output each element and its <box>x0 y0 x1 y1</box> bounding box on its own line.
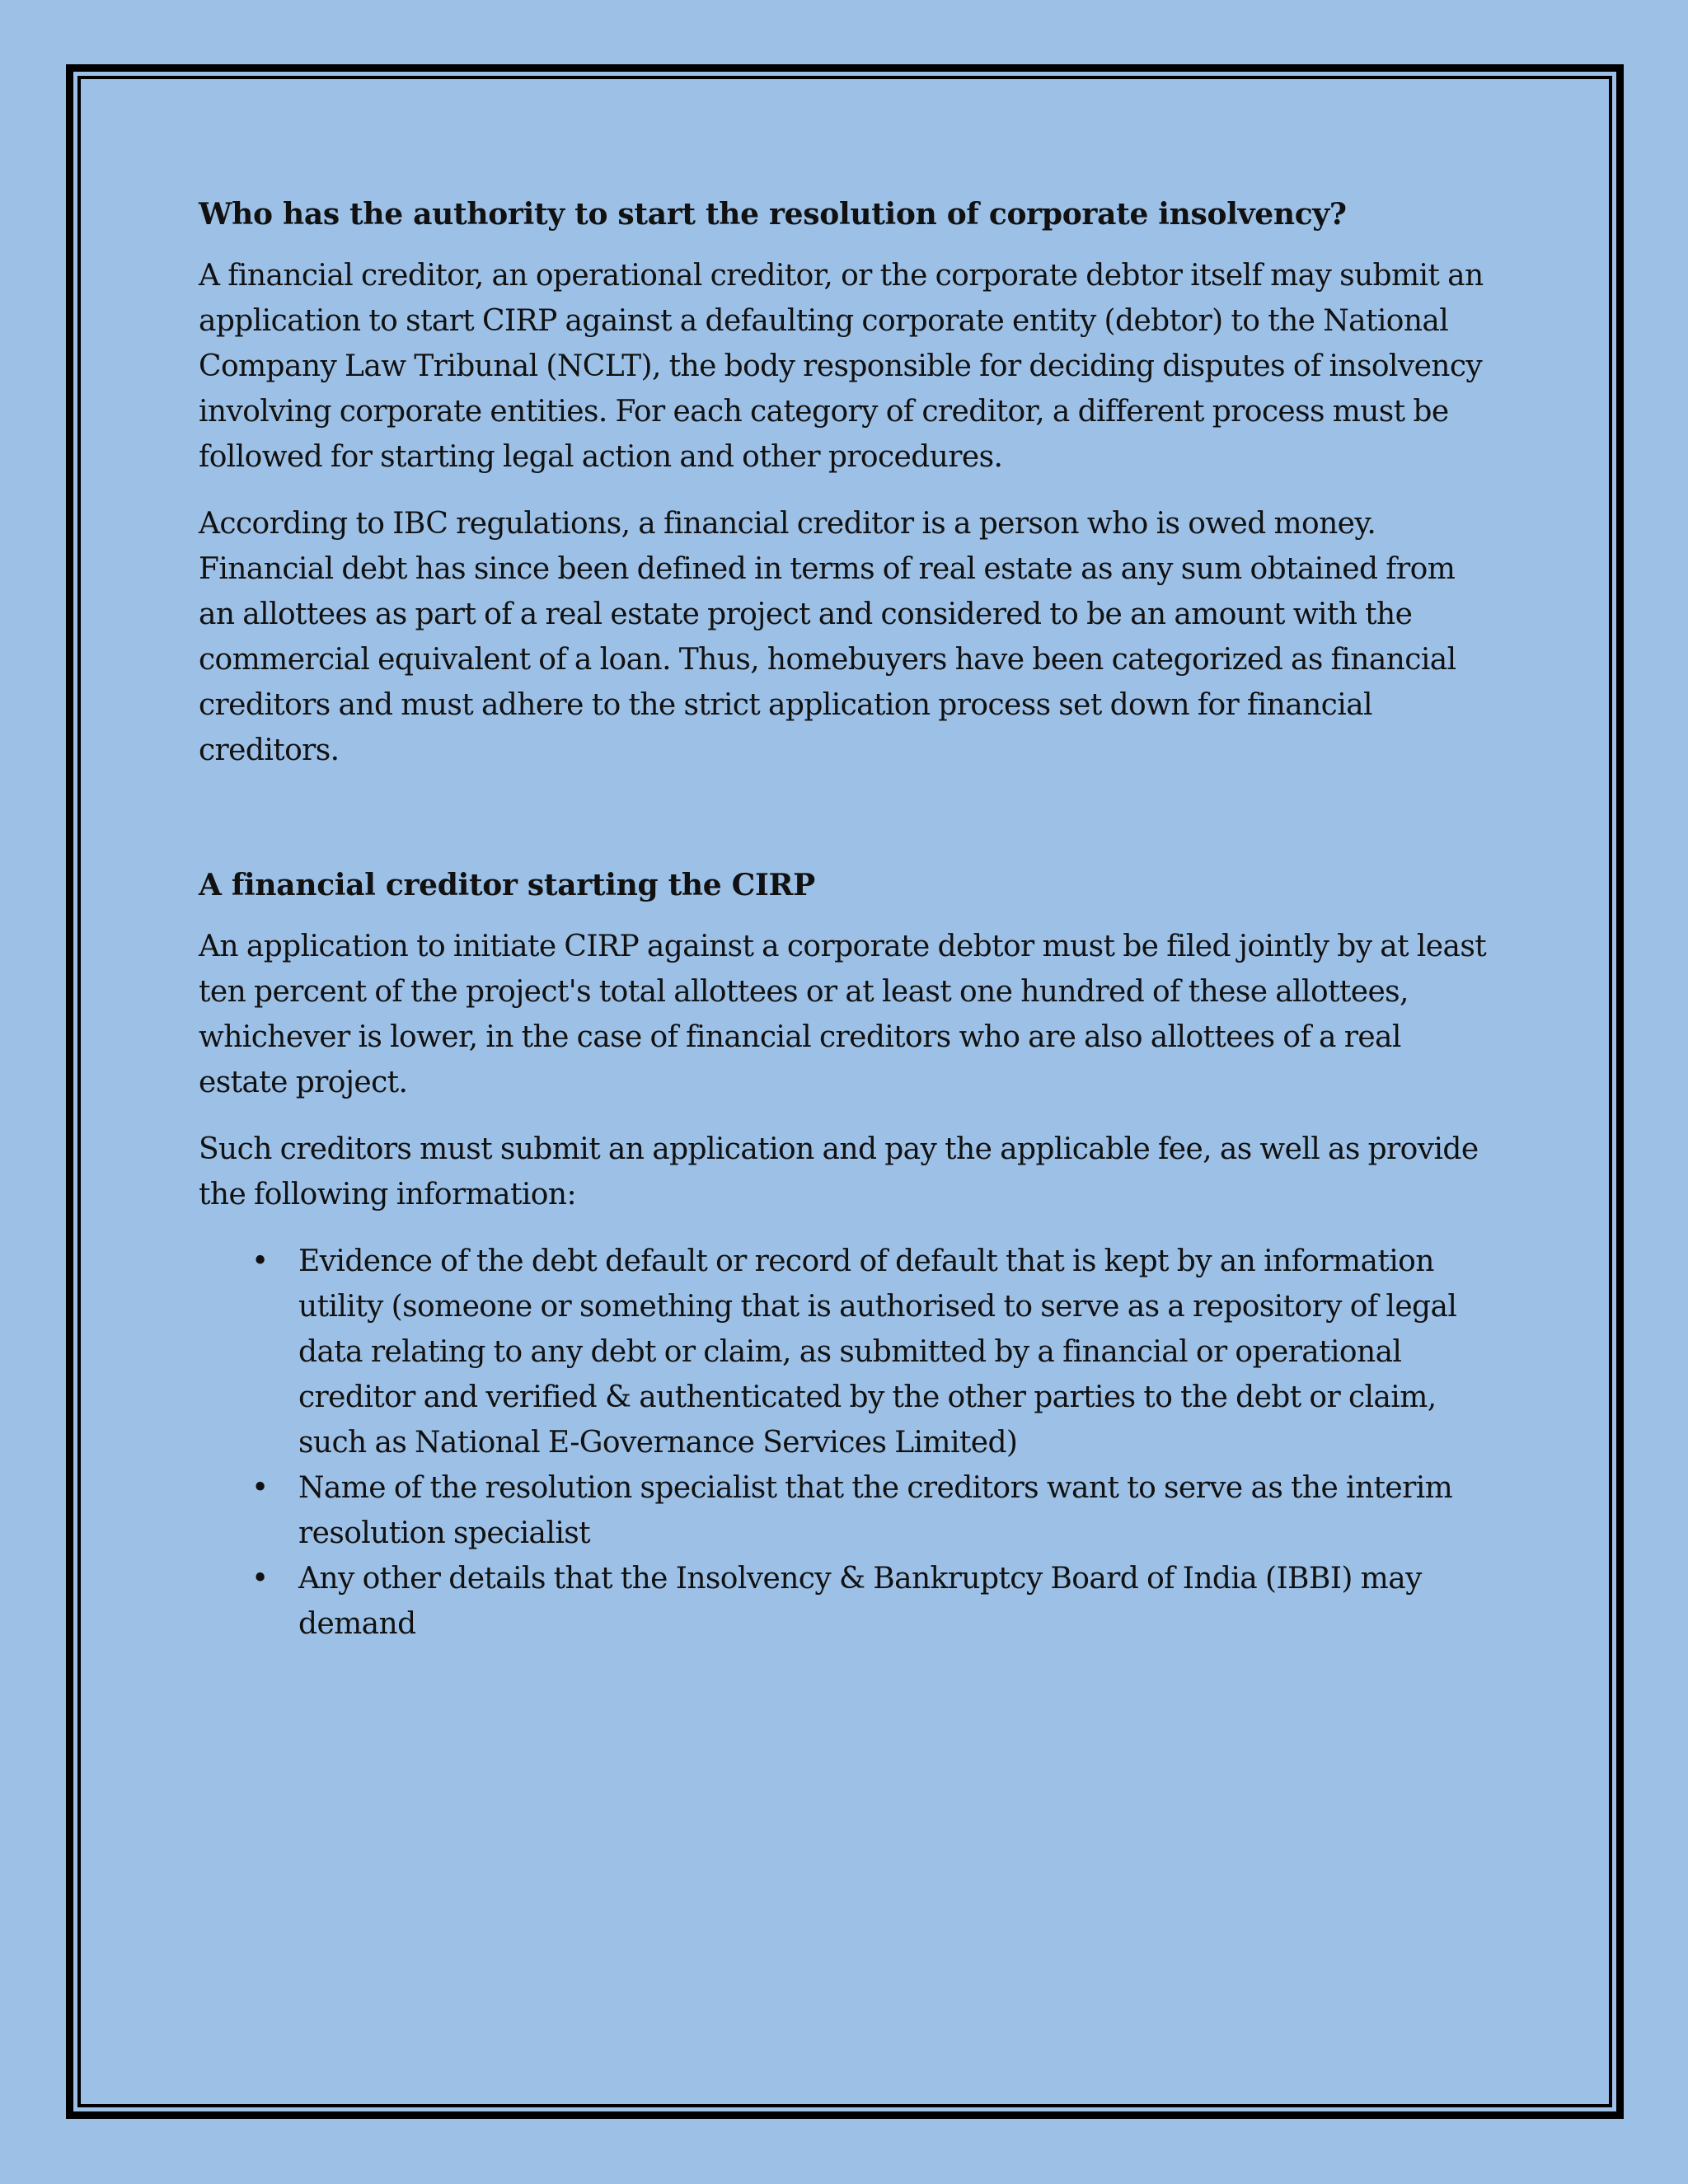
section-heading: A financial creditor starting the CIRP <box>199 868 815 902</box>
section-spacer <box>199 794 1493 867</box>
bullet-icon: • <box>251 1562 269 1596</box>
list-item <box>199 1465 1493 1556</box>
bullet-icon: • <box>251 1471 269 1505</box>
bullet-icon: • <box>251 1244 269 1278</box>
document-body <box>199 196 1493 1647</box>
bullet-list <box>199 1239 1493 1647</box>
list-item <box>199 1556 1493 1647</box>
list-item-text: Evidence of the debt default or record of default that is kept by an information utility (someone or something that is authorised to serve as a repository of legal data relating to any debt or claim, as submitted by a financial or operational creditor and verified & authenticated by the other parties to the debt or claim, such as National E-Governance Services Limited) <box>298 1244 1457 1460</box>
paragraph: Such creditors must submit an application and pay the applicable fee, as well as provide the following information: <box>199 1132 1479 1212</box>
paragraph: A financial creditor, an operational creditor, or the corporate debtor itself may submit an application to start CIRP against a defaulting corporate entity (debtor) to the National Company Law Tribunal (NCLT), the body responsible for deciding disputes of insolvency involving corporate entities. For each category of creditor, a different process must be followed for starting legal action and other procedures. <box>199 259 1484 474</box>
list-item-text: Name of the resolution specialist that the creditors want to serve as the interim resolution specialist <box>298 1471 1453 1550</box>
list-item <box>199 1239 1493 1465</box>
list-item-text: Any other details that the Insolvency & Bankruptcy Board of India (IBBI) may demand <box>298 1562 1422 1641</box>
section-heading: Who has the authority to start the resolution of corporate insolvency? <box>199 197 1347 232</box>
paragraph: According to IBC regulations, a financial creditor is a person who is owed money. Financial debt has since been defined in terms of real estate as any sum obtained from an allottees as part of a real estate project and considered to be an amount with the commercial equivalent of a loan. Thus, homebuyers have been categorized as financial creditors and must adhere to the strict application process set down for financial creditors. <box>199 507 1456 767</box>
paragraph: An application to initiate CIRP against a corporate debtor must be filed jointly by at least ten percent of the project's total allottees or at least one hundred of these allottees, whichever is lower, in the case of financial creditors who are also allottees of a real estate project. <box>199 930 1487 1099</box>
